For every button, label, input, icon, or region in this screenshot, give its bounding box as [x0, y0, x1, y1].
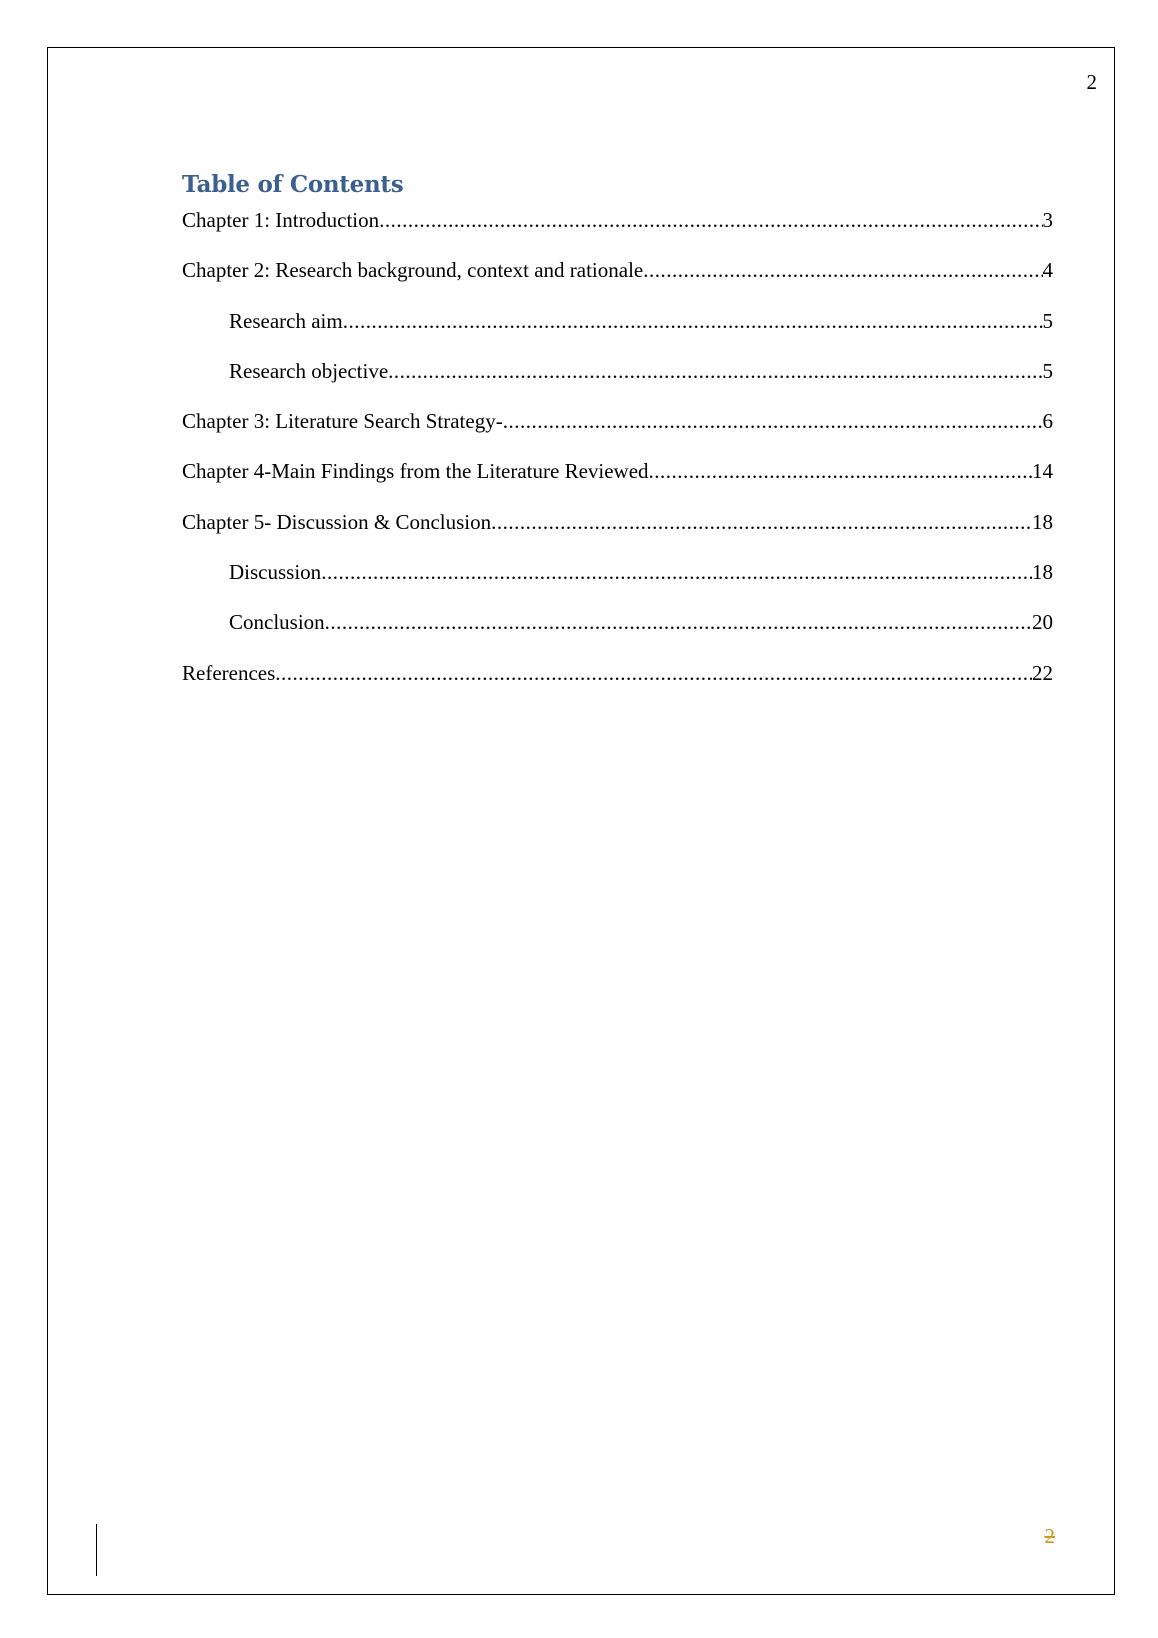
- toc-entry-page: 18: [1032, 509, 1053, 534]
- toc-entry-chapter-1[interactable]: [182, 206, 1053, 256]
- toc-entry-label: Conclusion: [229, 610, 325, 635]
- toc-entry-label: Chapter 2: Research background, context and rationale: [182, 258, 644, 283]
- toc-entry-label: Chapter 5- Discussion & Conclusion: [182, 509, 492, 534]
- toc-entry-page: 22: [1032, 660, 1053, 685]
- toc-entry-label: Chapter 1: Introduction: [182, 208, 380, 232]
- footer-page-number: 2: [1044, 1524, 1055, 1548]
- toc-entry-chapter-5[interactable]: [182, 508, 1053, 558]
- toc-entry-conclusion[interactable]: [182, 608, 1053, 658]
- toc-dot-leader: [503, 407, 1043, 435]
- toc-entry-discussion[interactable]: [182, 558, 1053, 608]
- toc-entry-label: Research aim: [229, 308, 343, 333]
- toc-entry-references[interactable]: [182, 659, 1053, 709]
- toc-entry-page: 3: [1042, 208, 1053, 232]
- toc-entry-research-aim[interactable]: [182, 307, 1053, 357]
- toc-entry-label: Discussion: [229, 560, 322, 585]
- toc-dot-leader: [325, 608, 1032, 636]
- toc-entry-page: 20: [1032, 610, 1053, 635]
- toc-dot-leader: [649, 457, 1032, 485]
- toc-entry-label: Research objective: [229, 358, 389, 383]
- toc-dot-leader: [643, 256, 1042, 284]
- toc-dot-leader: [379, 206, 1042, 234]
- toc-entry-label: References: [182, 660, 276, 685]
- toc-dot-leader: [321, 558, 1032, 586]
- header-page-number: 2: [1086, 70, 1097, 94]
- toc-entry-chapter-2[interactable]: [182, 256, 1053, 306]
- toc-entry-label: Chapter 3: Literature Search Strategy-: [182, 409, 503, 434]
- toc-dot-leader: [275, 659, 1032, 687]
- text-cursor: [96, 1524, 97, 1576]
- table-of-contents: [182, 206, 1053, 709]
- toc-title: Table of Contents: [182, 171, 404, 198]
- toc-dot-leader: [491, 508, 1032, 536]
- toc-entry-page: 18: [1032, 560, 1053, 585]
- toc-entry-label: Chapter 4-Main Findings from the Literature Reviewed: [182, 459, 649, 484]
- toc-dot-leader: [343, 307, 1043, 335]
- toc-entry-page: 6: [1042, 409, 1053, 434]
- toc-entry-page: 5: [1042, 358, 1053, 383]
- toc-entry-page: 4: [1042, 258, 1053, 283]
- toc-entry-research-objective[interactable]: [182, 357, 1053, 407]
- toc-dot-leader: [388, 357, 1042, 385]
- toc-entry-page: 14: [1032, 459, 1053, 484]
- toc-entry-chapter-3[interactable]: [182, 407, 1053, 457]
- toc-entry-page: 5: [1042, 308, 1053, 333]
- toc-entry-chapter-4[interactable]: [182, 457, 1053, 507]
